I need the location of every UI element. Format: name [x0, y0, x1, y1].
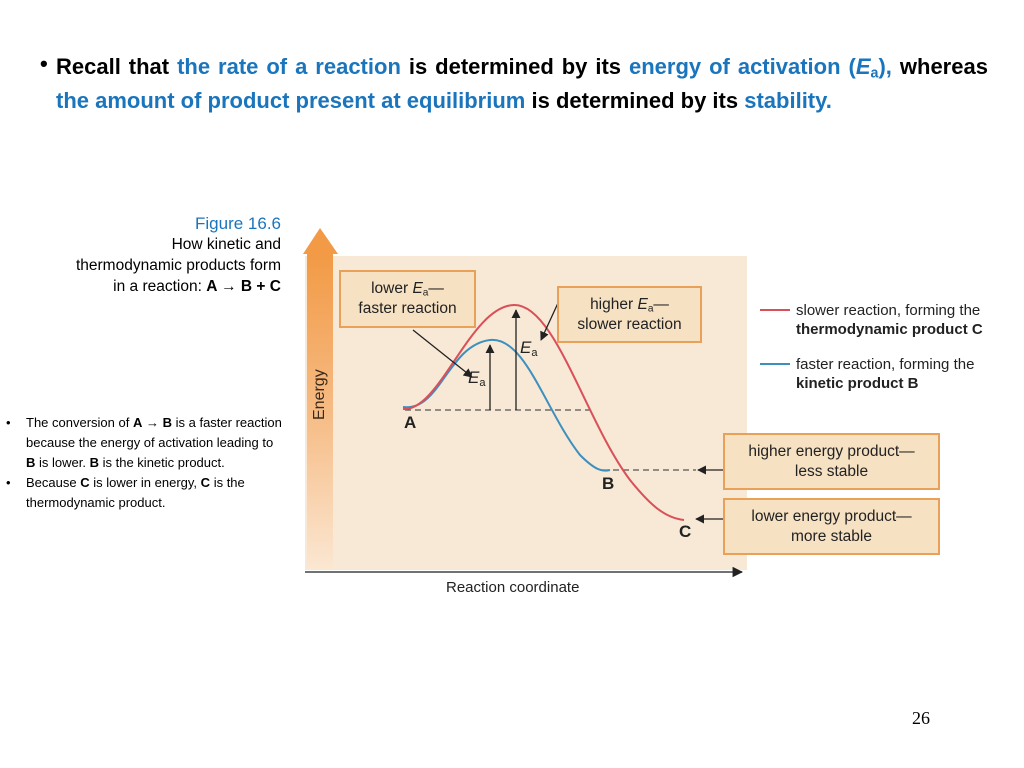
- caption-equation: A → B + C: [206, 278, 281, 295]
- intro-highlight-activation: energy of activation $(E_a)$,: [629, 54, 892, 82]
- caption-line-3: in a reaction: A → B + C: [113, 278, 281, 295]
- higher-energy-product-box: higher energy product— less stable: [723, 433, 940, 490]
- legend-blue: faster reaction, forming the kinetic product B: [796, 356, 975, 392]
- bullet-marker: •: [40, 51, 48, 76]
- lower-ea-box: lower $E_a—$ faster reaction: [339, 270, 476, 328]
- caption-line-1: How kinetic and: [171, 236, 281, 253]
- intro-text-4: is determined by its: [531, 88, 739, 113]
- list-item: • The conversion of A → B is a faster reaction because the energy of activation leading to B is lower. B is the kinetic product.: [6, 415, 282, 470]
- figure-number: Figure 16.6: [195, 214, 281, 233]
- point-b-label: B: [602, 474, 615, 493]
- energy-arrow-head: [303, 228, 338, 254]
- y-axis-label: Energy: [311, 369, 328, 420]
- intro-highlight-stability: stability.: [744, 88, 832, 113]
- list-item: • Because C is lower in energy, C is the thermodynamic product.: [6, 475, 245, 510]
- x-axis-label: Reaction coordinate: [446, 579, 580, 596]
- point-c-label: C: [679, 522, 692, 541]
- page-number: 26: [912, 708, 930, 728]
- ea-label-red: $E_a$: [520, 338, 538, 359]
- legend-red: slower reaction, forming the thermodynamic product C: [796, 302, 983, 338]
- ea-label-blue: $E_a$: [468, 368, 486, 389]
- intro-highlight-rate: the rate of a reaction: [177, 54, 401, 79]
- caption-line-2: thermodynamic products form: [75, 257, 281, 274]
- intro-text-2: is determined by its: [408, 54, 622, 79]
- point-a-label: A: [404, 413, 417, 432]
- lower-energy-product-box: lower energy product— more stable: [723, 498, 940, 555]
- higher-ea-box: higher $E_a—$ slower reaction: [557, 286, 702, 343]
- intro-text-1: Recall that: [56, 54, 170, 79]
- intro-highlight-amount: the amount of product present at equilibrium: [56, 88, 526, 113]
- intro-text-3: whereas: [899, 54, 988, 79]
